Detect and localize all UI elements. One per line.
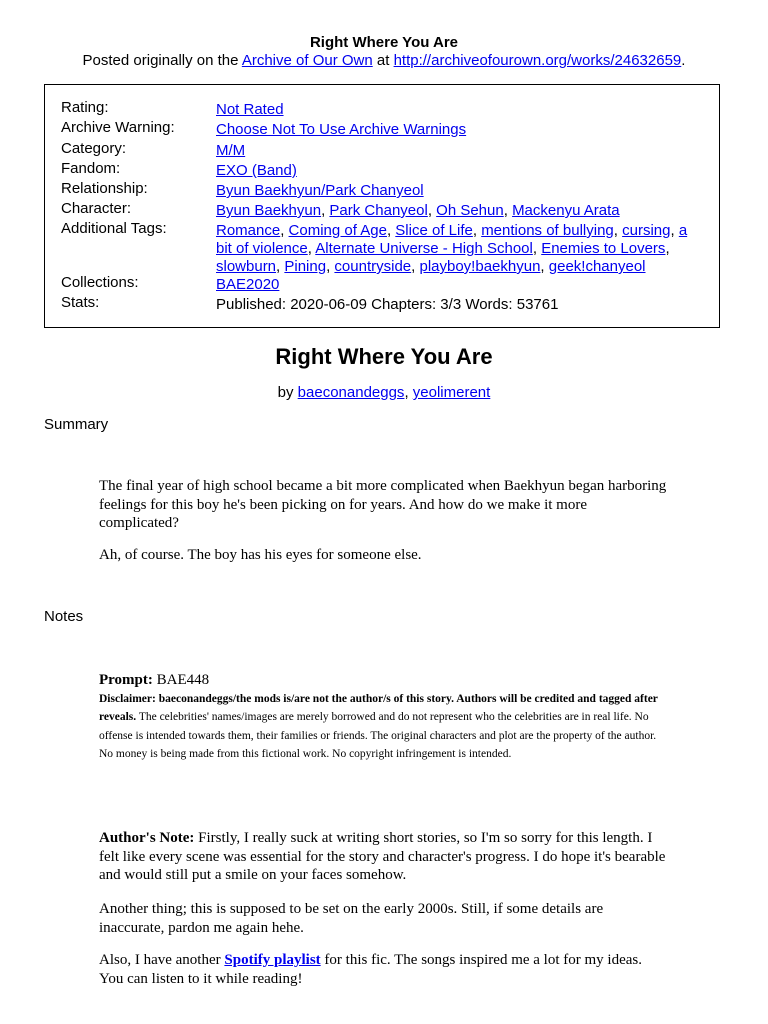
tag-link[interactable]: mentions of bullying	[481, 222, 614, 239]
tag-link[interactable]: Enemies to Lovers	[541, 240, 666, 257]
tag-link[interactable]: playboy!baekhyun	[419, 258, 541, 275]
notes-heading: Notes	[44, 608, 84, 625]
period: .	[681, 52, 686, 69]
rating-label: Rating:	[61, 99, 109, 116]
collections-label: Collections:	[61, 274, 139, 291]
character-link[interactable]: Mackenyu Arata	[512, 202, 620, 219]
author-note-paragraph	[99, 829, 669, 885]
by-text: by	[277, 384, 294, 401]
disclaimer-bold: Disclaimer: baeconandeggs/the mods is/are not the author/s of this story. Authors will be credited and tagged after reveals.	[99, 693, 658, 724]
tag-link[interactable]: geek!chanyeol	[548, 258, 646, 275]
collection-link[interactable]: BAE2020	[216, 276, 280, 293]
character-label: Character:	[61, 200, 132, 217]
also-prefix: Also, I have another	[99, 952, 221, 968]
prompt-line	[99, 671, 669, 690]
warning-label: Archive Warning:	[61, 119, 175, 136]
tag-link[interactable]: Pining	[284, 258, 327, 275]
tag-link[interactable]: Romance	[216, 222, 281, 239]
prompt-value: BAE448	[156, 672, 210, 688]
tag-link[interactable]: Coming of Age	[288, 222, 387, 239]
summary-paragraph: The final year of high school became a bit more complicated when Baekhyun began harboring feelings for this boy he's been picking on for years. And how do we make it more complicated?	[99, 478, 667, 531]
spotify-paragraph	[99, 951, 669, 988]
author-note-text: Firstly, I really suck at writing short stories, so I'm so sorry for this length. I felt like every scene was essential for the story and character's progress. I do hope it's bearable and would still put a smile on your faces somehow.	[99, 830, 666, 883]
summary-paragraph: Ah, of course. The boy has his eyes for someone else.	[99, 547, 422, 563]
summary-heading: Summary	[44, 416, 109, 433]
tag-link[interactable]: Slice of Life	[395, 222, 473, 239]
another-thing-paragraph: Another thing; this is supposed to be set on the early 2000s. Still, if some details are inaccurate, pardon me again hehe.	[99, 901, 604, 936]
tag-link[interactable]: cursing	[622, 222, 671, 239]
warning-link[interactable]: Choose Not To Use Archive Warnings	[216, 121, 467, 138]
relationship-link[interactable]: Byun Baekhyun/Park Chanyeol	[216, 182, 424, 199]
work-title: Right Where You Are	[275, 344, 493, 369]
spotify-playlist-link[interactable]: Spotify playlist	[224, 952, 321, 968]
prompt-label: Prompt:	[99, 672, 153, 688]
fandom-label: Fandom:	[61, 160, 121, 177]
also-suffix: for this fic. The songs inspired me a lot for my ideas. You can listen to it while reading!	[99, 952, 642, 987]
posted-originally-line	[0, 52, 768, 69]
work-url-link[interactable]: http://archiveofourown.org/works/24632659	[393, 52, 682, 69]
disclaimer-text: The celebrities' names/images are merely borrowed and do not represent who the celebrities are in real life. No offense is intended towards them, their families or friends. The original characters and plot are the property of the author. No money is being made from this fictional work. No copyright infringement is intended.	[99, 711, 657, 760]
metadata-box	[44, 84, 720, 328]
tag-link[interactable]: Alternate Universe - High School	[315, 240, 533, 257]
fandom-link[interactable]: EXO (Band)	[216, 162, 297, 179]
document-header-title: Right Where You Are	[309, 34, 459, 51]
category-link[interactable]: M/M	[216, 142, 246, 159]
tags-label: Additional Tags:	[61, 220, 167, 237]
archive-link[interactable]: Archive of Our Own	[241, 52, 373, 69]
character-link[interactable]: Oh Sehun	[436, 202, 504, 219]
tag-link[interactable]: a bit of violence	[216, 222, 688, 257]
stats-value: Published: 2020-06-09 Chapters: 3/3 Words: 53761	[216, 296, 559, 313]
character-list: Byun Baekhyun, Park Chanyeol, Oh Sehun, Mackenyu Arata	[216, 202, 620, 219]
meta-tags-row	[61, 220, 711, 280]
tag-link[interactable]: slowburn	[216, 258, 277, 275]
character-link[interactable]: Byun Baekhyun	[216, 202, 322, 219]
rating-link[interactable]: Not Rated	[216, 101, 284, 118]
category-label: Category:	[61, 140, 127, 157]
character-link[interactable]: Park Chanyeol	[329, 202, 428, 219]
author-link[interactable]: baeconandeggs	[297, 384, 405, 401]
disclaimer-paragraph	[99, 690, 669, 763]
at-text: at	[376, 52, 390, 69]
author-note-label: Author's Note:	[99, 830, 195, 846]
posted-prefix: Posted originally on the	[82, 52, 239, 69]
byline: by baeconandeggs, yeolimerent	[277, 384, 491, 401]
tag-link[interactable]: countryside	[334, 258, 412, 275]
author-link[interactable]: yeolimerent	[412, 384, 491, 401]
relationship-label: Relationship:	[61, 180, 148, 197]
tags-list: Romance, Coming of Age, Slice of Life, mentions of bullying, cursing, a bit of violence, Alternate Universe - High School, Enemies to Lovers, slowburn, Pining, countryside, playboy!baekhyun, geek!chanyeol	[216, 222, 688, 275]
stats-label: Stats:	[61, 294, 100, 311]
